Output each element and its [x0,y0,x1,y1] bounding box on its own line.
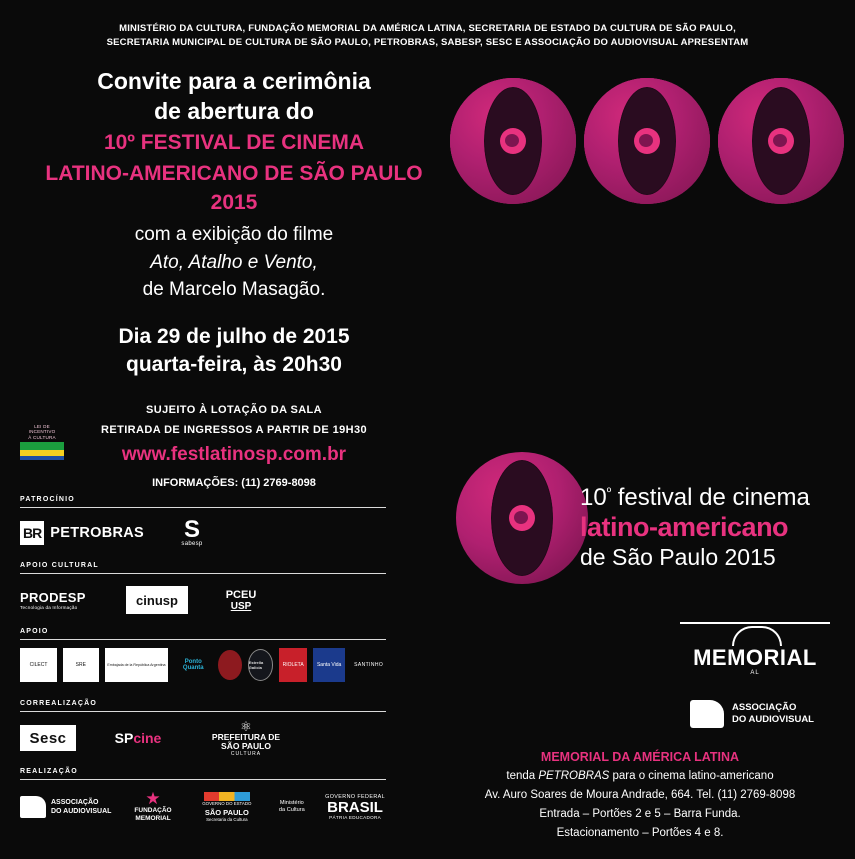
section-title-apoio: APOIO [20,628,49,635]
logo-petrobras [20,518,144,548]
patrocinio-logos [20,516,386,550]
pceu-label: PCEU [225,588,257,601]
lei-line-3: À CULTURA [28,434,56,440]
venue-line-2: Av. Auro Soares de Moura Andrade, 664. Tel. (11) 2769-8098 [484,789,796,801]
lei-line-2: INCENTIVO [28,429,56,435]
eye-graphic [450,78,576,204]
associacao-mark-icon [690,700,724,728]
fundacao-line-1: FUNDAÇÃO [134,807,172,814]
logo-pceu [210,582,272,618]
festival-logo-eye [456,452,588,584]
section-title-patrocinio: PATROCÍNIO [20,496,75,503]
logo-cinusp: cinusp [126,586,188,614]
memorial-net-icon: ★ [145,789,161,808]
logo-prefeitura-sao-paulo [200,720,292,756]
logo-estrella-galicia: Estrella Galicia [248,649,274,681]
venue-line-4: Estacionamento – Portões 4 e 8. [556,827,724,839]
governo-line-3: Secretaria da Cultura [206,817,248,822]
ministry-line-1: MINISTÉRIO DA CULTURA, FUNDAÇÃO MEMORIAL DA AMÉRICA LATINA, SECRETARIA DE ESTADO DA CULTURA DE SÃO PAULO, [119,23,736,34]
sabesp-label: sabesp [181,541,203,547]
logo-ponto-quanta: Ponto Quanta [182,659,204,671]
apoio-cultural-logos [20,582,386,618]
logo-prodesp [20,583,104,617]
logo-rioleta: RIOLETA [279,648,307,682]
eye-artwork-grid [444,78,844,448]
petrobras-br-mark: BR [20,521,44,545]
sabesp-mark: S [183,516,200,543]
logo-sabesp [170,516,214,550]
website-link[interactable]: www.festlatinosp.com.br [121,444,347,465]
invite-line-2: de abertura do [154,98,314,124]
logo-associacao-audiovisual-large [690,700,814,728]
logo-ministerio-da-cultura [272,792,313,822]
venue-line-3: Entrada – Portões 2 e 5 – Barra Funda. [539,808,741,820]
divider [20,779,386,780]
logo-spcine [102,725,174,751]
logo-santinho: SANTINHO [354,662,384,668]
logo-sre: SRE [63,648,98,682]
invite-block [24,66,444,492]
governo-line-2: SÃO PAULO [204,808,249,817]
memorial-sub: AL [750,670,760,676]
prefeitura-line-3: CULTURA [230,750,262,757]
section-title-apoio-cultural: APOIO CULTURAL [20,562,99,569]
festival-logo-line-2: latino-americano [580,512,789,542]
ministry-line-2: SECRETARIA MUNICIPAL DE CULTURA DE SÃO PAULO, PETROBRAS, SABESP, SESC E ASSOCIAÇÃO DO AUDIOVISUAL APRESENTAM [106,37,749,48]
memorial-arch-icon [680,622,830,646]
memorial-name: MEMORIAL [693,645,817,670]
eye-graphic [718,78,844,204]
petrobras-label: PETROBRAS [50,525,144,541]
prefeitura-crest-icon: ⚛ [240,718,252,734]
section-apoio [20,628,386,682]
brazil-flag-icon [20,442,64,460]
prefeitura-line-2: SÃO PAULO [221,740,271,751]
section-correalizacao [20,700,386,756]
film-title: Ato, Atalho e Vento, [150,252,318,273]
ticket-note: RETIRADA DE INGRESSOS A PARTIR DE 19H30 [101,424,367,436]
logo-embajada-argentina: Embajada de la República Argentina [105,648,169,682]
realizacao-logos [20,788,386,826]
film-director: de Marcelo Masagão. [142,279,326,300]
assoc-large-line-1: ASSOCIAÇÃO [732,702,797,713]
logo-fundacao-memorial [124,788,182,826]
assoc-large-line-2: DO AUDIOVISUAL [732,714,814,725]
section-title-realizacao: REALIZAÇÃO [20,768,78,775]
logo-associacao-audiovisual [20,790,112,824]
spcine-sp: SP [114,730,134,746]
prefeitura-line-1: PREFEITURA DE [211,731,281,742]
venue-line-1: tenda PETROBRAS para o cinema latino-americano [506,770,774,782]
fundacao-line-2: MEMORIAL [135,815,171,822]
section-realizacao [20,768,386,826]
minc-line-2: da Cultura [278,807,305,813]
venue-title: MEMORIAL DA AMÉRICA LATINA [540,750,740,764]
section-patrocinio [20,496,386,550]
brasil-line-2: BRASIL [327,799,383,816]
lei-line-1: LEI DE [34,424,50,429]
divider [20,573,386,574]
usp-label: USP [230,600,252,612]
venue-address [440,748,840,843]
section-title-correalizacao: CORREALIZAÇÃO [20,700,98,707]
associacao-line-1: ASSOCIAÇÃO [51,799,99,806]
associacao-mark-icon [20,796,46,818]
associacao-line-2: DO AUDIOVISUAL [51,808,112,815]
festival-logo-line-1: $10^º$ festival de cinema [580,484,810,511]
logo-santa-vida: Santa Vida [313,648,345,682]
festival-title-line-1: 10º FESTIVAL DE CINEMA [103,131,365,154]
brasil-line-1: GOVERNO FEDERAL [325,794,386,800]
capacity-note: SUJEITO À LOTAÇÃO DA SALA [145,404,323,416]
logo-sesc: Sesc [20,725,76,751]
minc-line-1: Ministério [279,800,304,806]
invite-line-3: com a exibição do filme [134,224,334,245]
logo-governo-sao-paulo [194,790,259,824]
divider [20,639,386,640]
prodesp-label: PRODESP [20,590,86,605]
logo-tambor [218,650,242,680]
event-time: quarta-feira, às 20h30 [126,353,342,376]
section-apoio-cultural [20,562,386,618]
apoio-logos [20,648,386,682]
spcine-cine: cine [133,730,162,746]
info-phone: INFORMAÇÕES: (11) 2769-8098 [152,477,316,489]
festival-logo-line-3: de São Paulo 2015 [580,544,776,570]
lei-de-incentivo-logo [20,424,64,460]
eye-graphic [584,78,710,204]
festival-title-line-2: LATINO-AMERICANO DE SÃO PAULO 2015 [45,162,423,214]
divider [20,507,386,508]
brasil-line-3: PÁTRIA EDUCADORA [329,815,381,820]
invite-line-1: Convite para a cerimônia [97,68,371,94]
logo-governo-federal-brasil [324,790,386,824]
prodesp-sub: Tecnologia da Informação [20,605,78,610]
logo-memorial [680,622,830,676]
divider [20,711,386,712]
event-date: Dia 29 de julho de 2015 [118,325,350,348]
logo-cilect: CILECT [20,648,57,682]
governo-band-icon [204,792,250,801]
ministry-header [0,22,855,50]
governo-line-1: GOVERNO DO ESTADO [202,801,252,806]
correalizacao-logos [20,720,386,756]
festival-logo-text [580,478,850,571]
